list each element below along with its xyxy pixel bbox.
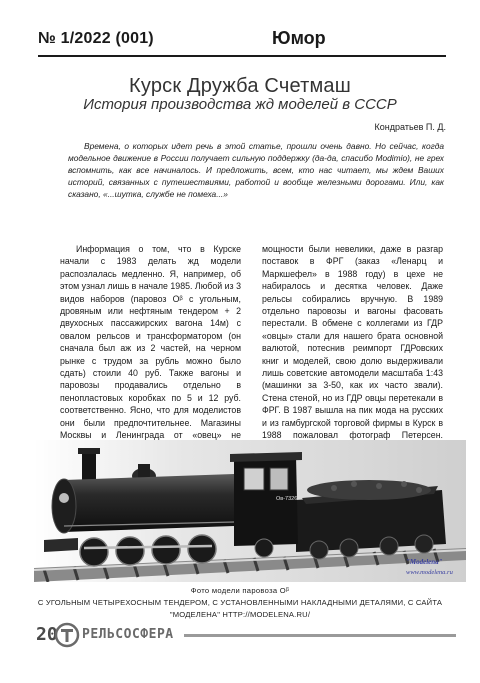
header-divider [38,55,446,57]
article-column-right: мощности были невелики, даже в разгар поставок в ФРГ (заказ «Ленарц и Маркшефел» в 1988 году) в цехе не набиралось и десятка человек. Даже рельсы собирались вручную. В 1989 отдельно паровозы и вагоны фасовать перестали. В обмене с коллегами из ГДР «овцы» стали для нашего брата основной валютой, потеснив реимпорт ГДРовских книг и моделей, свою долю выдерживали лишь советские автомодели масштаба 1:43 (машинки за 3-50, как их часто звали). Стена стеной, но из ГДР овцы перетекали в ФРГ. В 1987 вышла на пик мода на русских и из гамбургской торговой фирмы в Курск в 1988 пожаловал фотограф Петерсен. [262,244,443,441]
article-author: Кондратьев П. Д. [374,122,446,132]
watermark-url: www.modelena.ru [406,569,453,576]
magazine-name: РЕЛЬСОСФЕРА [82,627,174,642]
caption-line-1: Фото модели паровоза Оᵝ [190,586,290,595]
page-footer [36,623,456,649]
caption-line-3: "МОДЕЛЕНА" HTTP://MODELENA.RU/ [169,610,311,619]
caption-line-2: С УГОЛЬНЫМ ЧЕТЫРЕХОСНЫМ ТЕНДЕРОМ, С УСТАНОВЛЕННЫМИ НАКЛАДНЫМИ ДЕТАЛЯМИ, С САЙТА [37,598,443,607]
tender [296,480,446,559]
engine-number: Ов-7326 [276,496,298,502]
section-title: Юмор [272,28,326,48]
article-intro: Времена, о которых идет речь в этой статье, прошли очень давно. Но сейчас, когда модельное движение в России получает сильную поддержку (да-да, спасибо Modimio), не грех вспомнить, как все начиналось. И предложить, всем, кто нас читает, мы ждем Ваших историй, связанных с путешествиями, работой и вообще железными дорогами. Или, как сказано, «...шутка, службе не помеха...» [68,141,444,199]
article-title: Курск Дружба Счетмаш [129,75,351,97]
locomotive-photo [34,440,466,582]
page-number: 20 [36,624,58,645]
magazine-logo-icon [54,622,80,648]
issue-number: № 1/2022 (001) [38,30,154,47]
article-column-left: Информация о том, что в Курске начали с 1983 делать жд модели распозлалась медленно. Я, например, об этом узнал лишь в начале 1985. Любой из 3 видов наборов (паровоз Оᵝ с угольным, дровяным или нефтяным тендером + 2 двухосных пассажирских вагона 14м) с овалом рельсов и трансформатором (он сначала был аж из 2 частей, на черном рынке с трудом за рубль можно было сдать) стоили 40 руб. Также вагоны и паровозы продавались отдельно в пенопластовых коробках по 5 и 12 руб. соответственно. Ясно, что для моделистов они были предпочтительнее. Магазины Москвы и Ленинграда от «овец» не [60,244,241,441]
footer-rule [184,634,456,637]
article-subtitle: История производства жд моделей в СССР [83,96,397,113]
watermark-name: "Modelena" [406,558,443,566]
photo-caption [0,585,480,621]
